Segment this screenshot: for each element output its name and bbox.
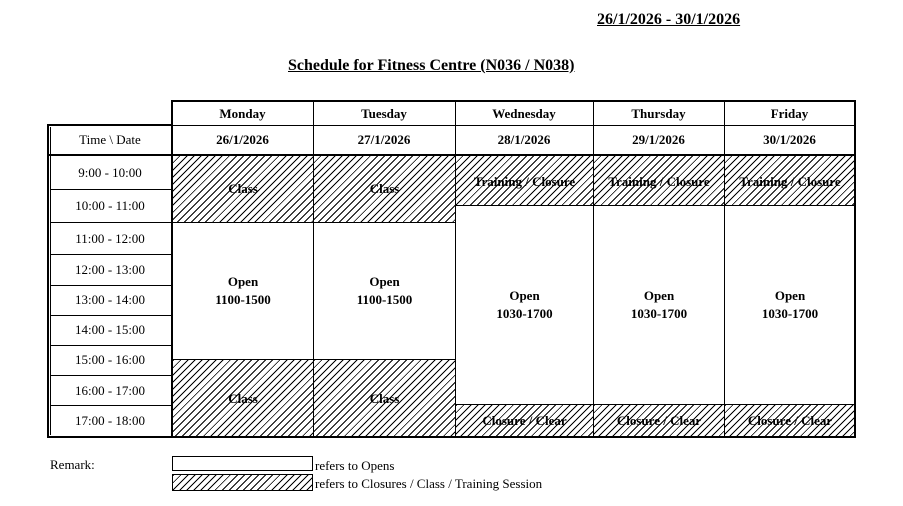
time-slot: 17:00 - 18:00 [74, 413, 146, 428]
friday-closure-clear [725, 405, 855, 436]
time-slot: 15:00 - 16:00 [74, 352, 146, 367]
block-label: Closure / Clear [616, 413, 702, 428]
block-label: Training / Closure [473, 174, 576, 189]
thursday-open-block [594, 206, 724, 404]
time-slot: 14:00 - 15:00 [74, 322, 146, 337]
open-hours: 1100-1500 [215, 292, 271, 307]
tuesday-class-afternoon [314, 360, 455, 436]
tuesday-open-block [314, 223, 455, 359]
block-label: Closure / Clear [482, 413, 567, 428]
date-range: 26/1/2026 - 30/1/2026 [597, 11, 741, 28]
open-label: Open [774, 288, 806, 303]
open-hours: 1100-1500 [356, 292, 413, 307]
legend-open-swatch [172, 456, 313, 471]
date-wednesday: 28/1/2026 [497, 132, 551, 147]
legend-closure-text: refers to Closures / Class / Training Session [315, 476, 543, 491]
day-header-friday: Friday [770, 105, 809, 121]
date-tuesday: 27/1/2026 [357, 132, 411, 147]
time-slot: 13:00 - 14:00 [74, 292, 146, 307]
time-slot: 12:00 - 13:00 [74, 261, 146, 277]
legend-closure-swatch [172, 474, 313, 491]
friday-open-block [725, 206, 855, 404]
open-hours: 1030-1700 [630, 306, 688, 321]
corner-label: Time \ Date [79, 132, 141, 147]
tuesday-class-morning [314, 155, 455, 222]
monday-class-afternoon [173, 360, 313, 436]
open-hours: 1030-1700 [496, 306, 553, 321]
remark-label: Remark: [50, 457, 95, 472]
time-slot: 10:00 - 11:00 [75, 198, 145, 213]
open-label: Open [369, 274, 400, 289]
monday-class-morning [173, 155, 313, 222]
block-label: Class [369, 390, 400, 406]
open-label: Open [227, 274, 259, 289]
wednesday-open-block [456, 206, 593, 404]
block-label: Closure / Clear [747, 413, 833, 428]
block-label: Training / Closure [608, 174, 710, 189]
date-thursday: 29/1/2026 [632, 132, 685, 147]
open-label: Open [509, 288, 540, 303]
block-label: Class [369, 181, 400, 196]
day-header-wednesday: Wednesday [492, 105, 556, 121]
time-slot: 9:00 - 10:00 [78, 164, 142, 180]
day-header-tuesday: Tuesday [361, 105, 407, 121]
page-title: Schedule for Fitness Centre (N036 / N038) [288, 57, 575, 74]
wednesday-closure-clear [456, 405, 593, 436]
monday-open-block [173, 223, 313, 359]
date-friday: 30/1/2026 [763, 132, 816, 147]
legend-open-text: refers to Opens [315, 458, 395, 473]
wednesday-training-closure [456, 155, 593, 205]
time-slot: 11:00 - 12:00 [75, 230, 145, 246]
block-label: Class [228, 181, 258, 196]
block-label: Training / Closure [739, 174, 841, 189]
day-header-thursday: Thursday [631, 105, 686, 121]
open-label: Open [643, 288, 675, 303]
block-label: Class [228, 390, 258, 406]
thursday-training-closure [594, 155, 724, 205]
open-hours: 1030-1700 [761, 306, 819, 321]
day-header-monday: Monday [219, 105, 266, 121]
friday-training-closure [725, 155, 855, 205]
thursday-closure-clear [594, 405, 724, 436]
time-slot: 16:00 - 17:00 [74, 382, 146, 398]
date-monday: 26/1/2026 [216, 132, 269, 147]
